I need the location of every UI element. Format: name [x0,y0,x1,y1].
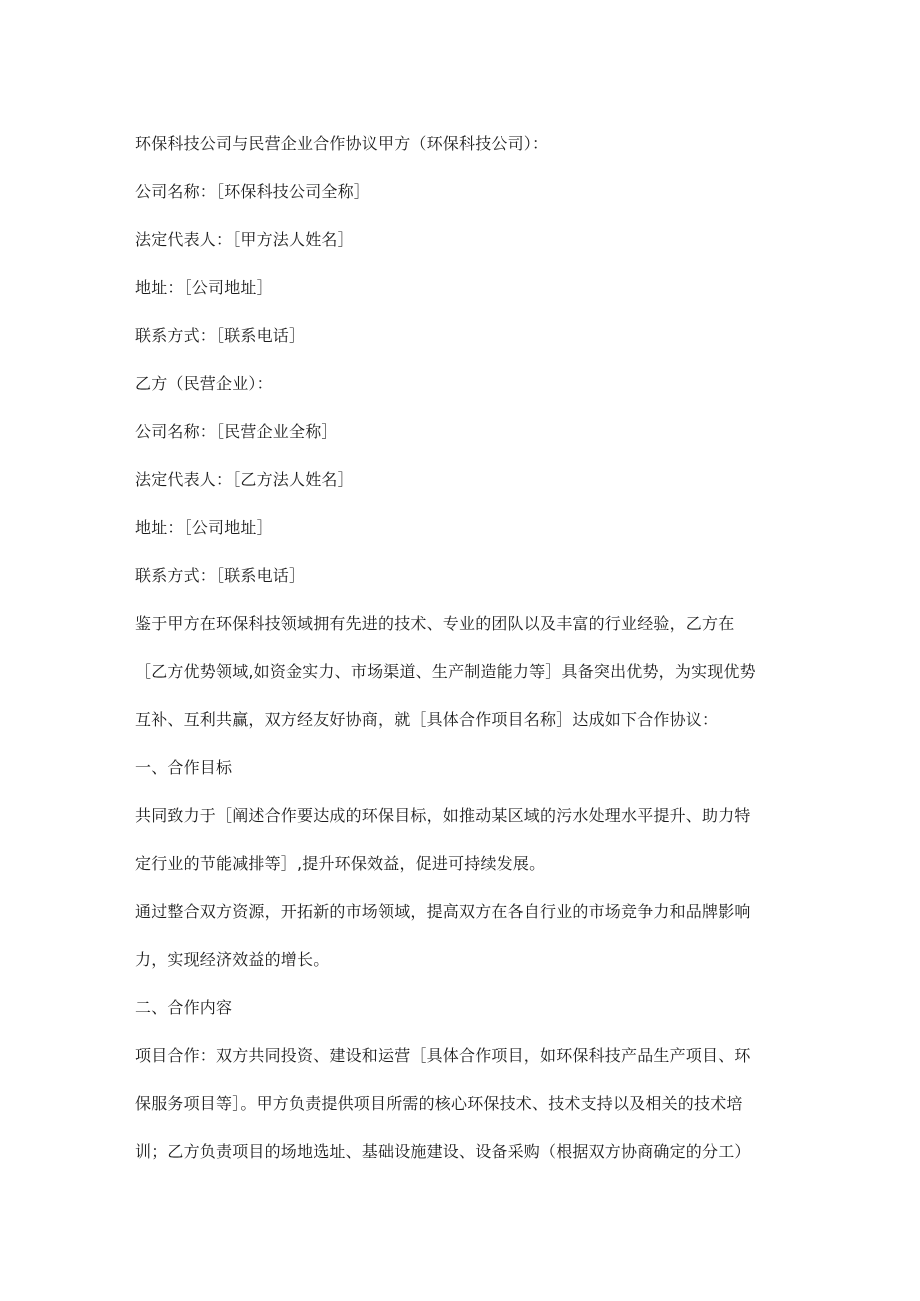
section-heading-goals: 一、合作目标 [135,758,233,777]
party-b-company-name: 公司名称：［民营企业全称］ [135,422,338,441]
party-a-contact: 联系方式：［联系电话］ [135,326,306,345]
preamble-line-2: ［乙方优势领域,如资金实力、市场渠道、生产制造能力等］具备突出优势，为实现优势 [135,662,756,681]
title-line-party-a: 环保科技公司与民营企业合作协议甲方（环保科技公司）： [135,134,549,153]
content-paragraph-line-3: 训；乙方负责项目的场地选址、基础设施建设、设备采购（根据双方协商确定的分工） [135,1142,751,1161]
content-paragraph-line-2: 保服务项目等］。甲方负责提供项目所需的核心环保技术、技术支持以及相关的技术培 [135,1094,743,1113]
party-b-contact: 联系方式：［联系电话］ [135,566,306,585]
party-a-address: 地址：［公司地址］ [135,278,273,297]
party-a-company-name: 公司名称：［环保科技公司全称］ [135,182,371,201]
goals-paragraph-2-line-2: 力，实现经济效益的增长。 [135,950,330,969]
section-heading-content: 二、合作内容 [135,998,233,1017]
content-paragraph-line-1: 项目合作：双方共同投资、建设和运营［具体合作项目，如环保科技产品生产项目、环 [135,1046,751,1065]
preamble-line-3: 互补、互利共赢，双方经友好协商，就［具体合作项目名称］达成如下合作协议： [135,710,719,729]
goals-paragraph-1-line-1: 共同致力于［阐述合作要达成的环保目标，如推动某区域的污水处理水平提升、助力特 [135,806,751,825]
document-body [135,128,795,1184]
party-b-address: 地址：［公司地址］ [135,518,273,537]
party-b-legal-rep: 法定代表人：［乙方法人姓名］ [135,470,354,489]
preamble-line-1: 鉴于甲方在环保科技领域拥有先进的技术、专业的团队以及丰富的行业经验，乙方在 [135,614,735,633]
party-a-legal-rep: 法定代表人：［甲方法人姓名］ [135,230,354,249]
party-b-heading: 乙方（民营企业）： [135,374,273,393]
goals-paragraph-1-line-2: 定行业的节能减排等］,提升环保效益，促进可持续发展。 [135,854,546,873]
goals-paragraph-2-line-1: 通过整合双方资源，开拓新的市场领域，提高双方在各自行业的市场竞争力和品牌影响 [135,902,751,921]
